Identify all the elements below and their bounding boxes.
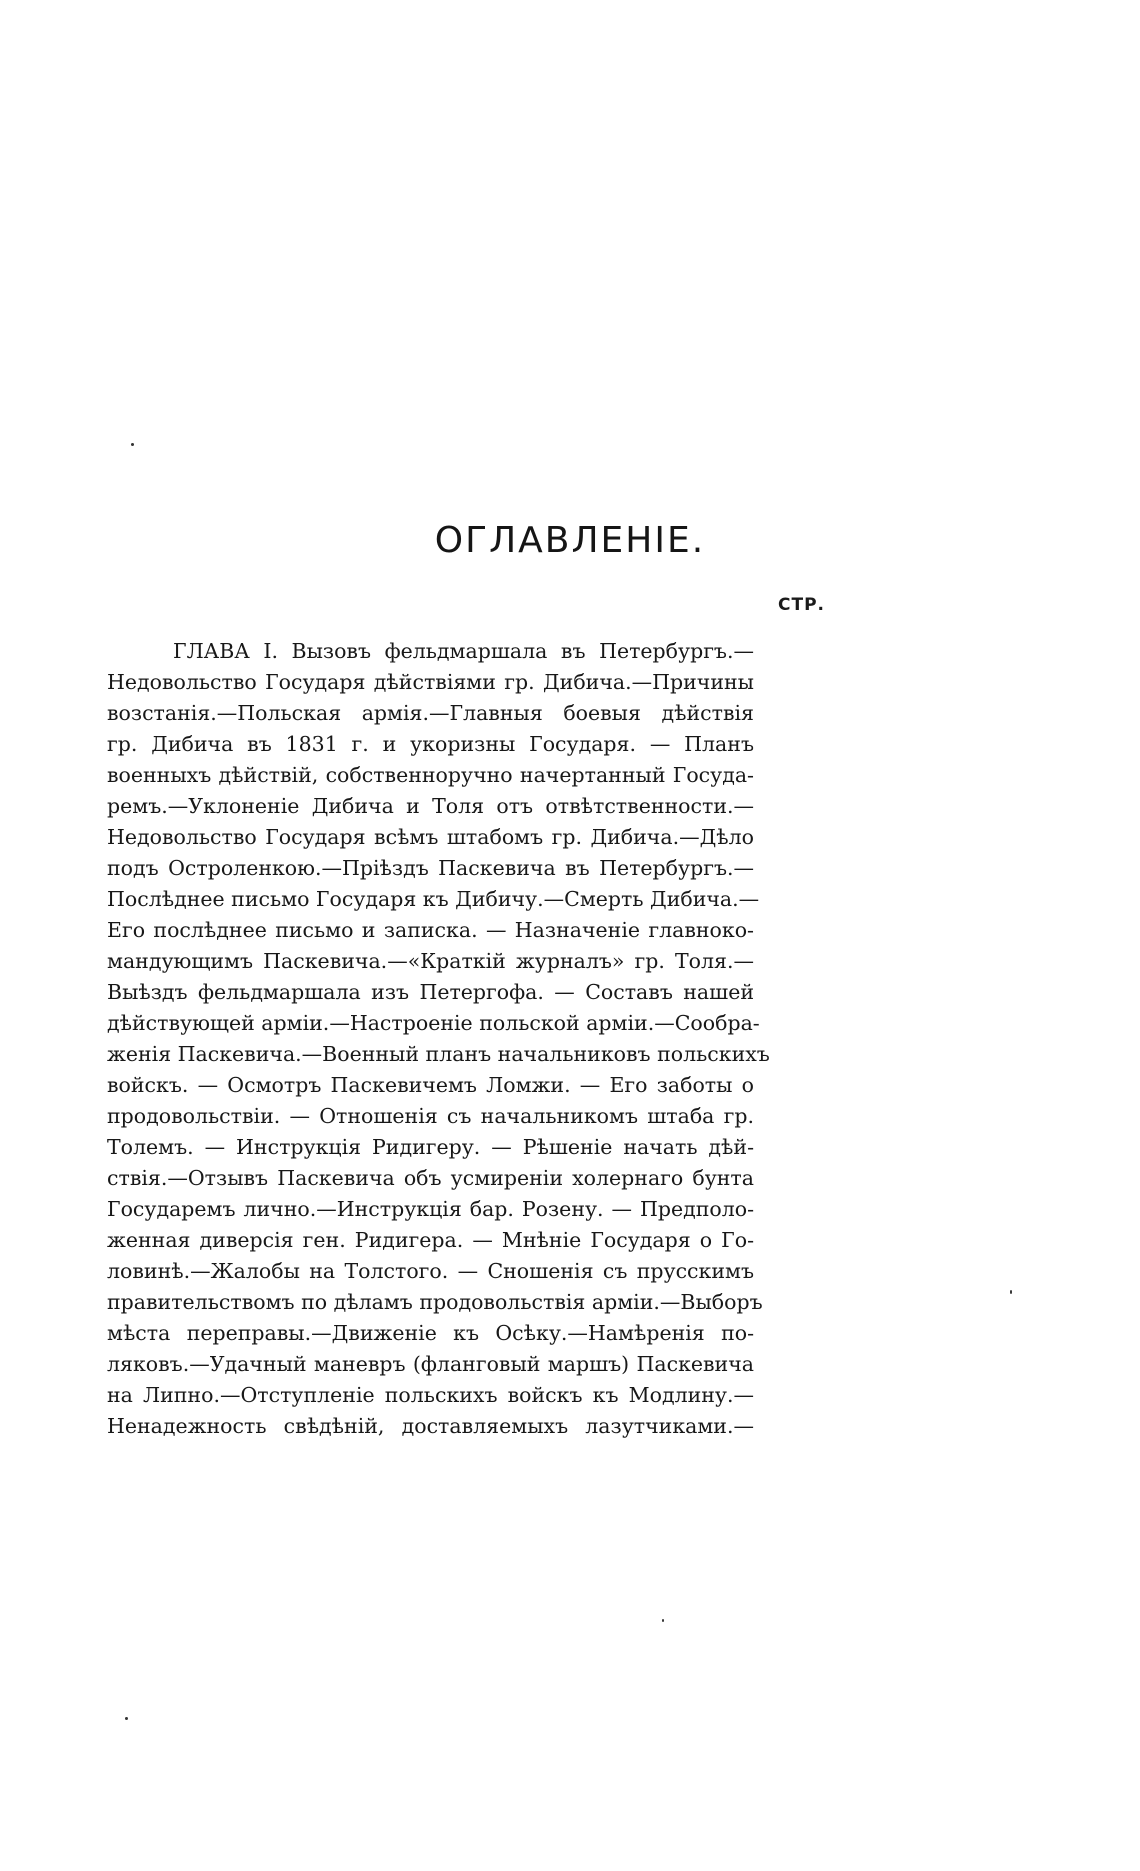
toc-line: ляковъ.—Удачный маневръ (фланговый маршъ) Паскевича xyxy=(107,1352,754,1376)
toc-line: женія Паскевича.—Военный планъ начальниковъ польскихъ xyxy=(107,1042,770,1066)
toc-line: на Липно.—Отступленіе польскихъ войскъ къ Модлину.— xyxy=(107,1383,754,1407)
toc-line: дѣйствующей арміи.—Настроеніе польской арміи.—Сообра- xyxy=(107,1011,760,1035)
toc-chapter-1 xyxy=(107,636,770,1442)
toc-line: подъ Остроленкою.—Пріѣздъ Паскевича въ Петербургъ.— xyxy=(107,856,754,880)
toc-line: мѣста переправы.—Движеніе къ Осѣку.—Намѣренія по- xyxy=(107,1321,754,1345)
scan-speck xyxy=(1010,1290,1012,1294)
toc-line: ремъ.—Уклоненіе Дибича и Толя отъ отвѣтственности.— xyxy=(107,794,754,818)
toc-line: мандующимъ Паскевича.—«Краткій журналъ» гр. Толя.— xyxy=(107,949,754,973)
toc-line: Недовольство Государя всѣмъ штабомъ гр. Дибича.—Дѣло xyxy=(107,825,754,849)
toc-line: Недовольство Государя дѣйствіями гр. Дибича.—Причины xyxy=(107,670,754,694)
toc-line: Ненадежность свѣдѣній, доставляемыхъ лазутчиками.— xyxy=(107,1414,754,1438)
toc-line: Его послѣднее письмо и записка. — Назначеніе главноко- xyxy=(107,918,754,942)
toc-line: войскъ. — Осмотръ Паскевичемъ Ломжи. — Его заботы о xyxy=(107,1073,754,1097)
toc-line: продовольствіи. — Отношенія съ начальникомъ штаба гр. xyxy=(107,1104,754,1128)
toc-line: возстанія.—Польская армія.—Главныя боевыя дѣйствія xyxy=(107,701,754,725)
toc-line: Выѣздъ фельдмаршала изъ Петергофа. — Составъ нашей xyxy=(107,980,754,1004)
toc-line: ГЛАВА I. Вызовъ фельдмаршала въ Петербургъ.— xyxy=(173,639,754,663)
page-title: ОГЛАВЛЕНІЕ. xyxy=(434,520,706,561)
toc-line: Государемъ лично.—Инструкція бар. Розену. — Предполо- xyxy=(107,1197,754,1221)
toc-line: военныхъ дѣйствій, собственноручно начертанный Госуда- xyxy=(107,763,754,787)
toc-line: Послѣднее письмо Государя къ Дибичу.—Смерть Дибича.— xyxy=(107,887,760,911)
toc-line: ловинѣ.—Жалобы на Толстого. — Сношенія съ прусскимъ xyxy=(107,1259,754,1283)
toc-line: правительствомъ по дѣламъ продовольствія арміи.—Выборъ xyxy=(107,1290,763,1314)
page-column-label: СТР. xyxy=(778,595,825,615)
scan-speck xyxy=(125,1717,128,1720)
toc-line: женная диверсія ген. Ридигера. — Мнѣніе Государя о Го- xyxy=(107,1228,754,1252)
scan-speck xyxy=(131,443,134,446)
scan-speck xyxy=(662,1619,664,1622)
toc-line: ствія.—Отзывъ Паскевича объ усмиреніи холернаго бунта xyxy=(107,1166,754,1190)
toc-line: Толемъ. — Инструкція Ридигеру. — Рѣшеніе начать дѣй- xyxy=(107,1135,754,1159)
toc-line: гр. Дибича въ 1831 г. и укоризны Государя. — Планъ xyxy=(107,732,754,756)
